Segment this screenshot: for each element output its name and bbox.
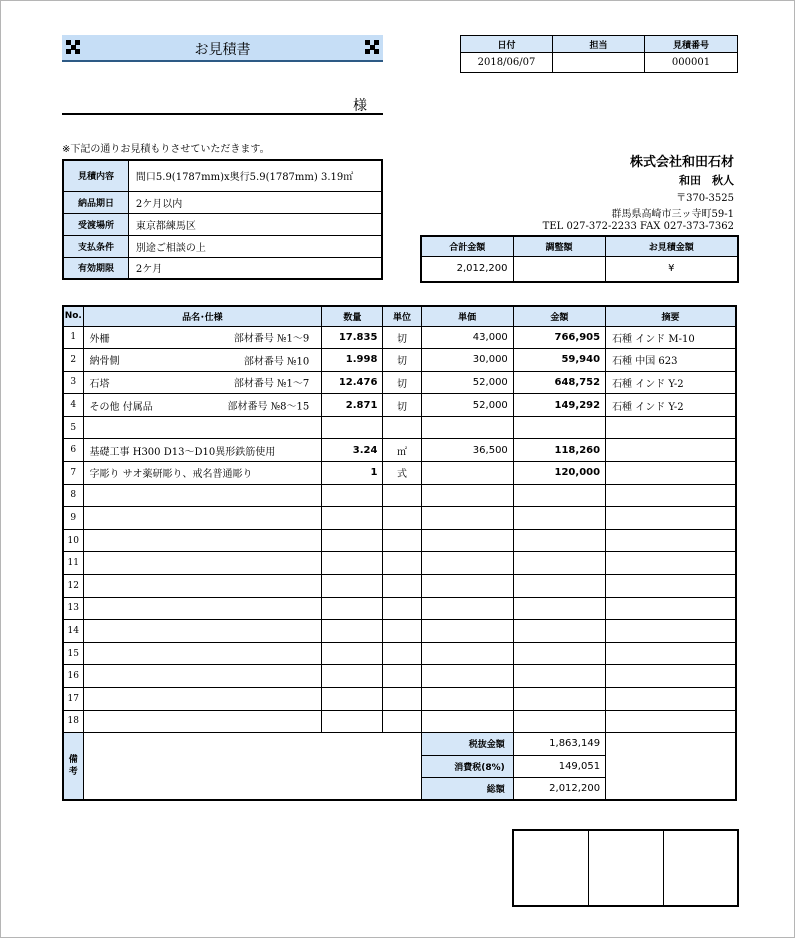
- table-row: [63, 394, 736, 417]
- item-unit-price[interactable]: 52,000: [421, 394, 513, 417]
- totals-sum[interactable]: 2,012,200: [421, 256, 513, 282]
- item-quantity[interactable]: [322, 642, 383, 665]
- condition-label: 支払条件: [63, 235, 128, 257]
- item-amount[interactable]: [513, 688, 605, 711]
- table-row: [63, 507, 736, 530]
- row-number: 3: [63, 371, 83, 394]
- item-amount[interactable]: [513, 620, 605, 643]
- item-unit-price[interactable]: [421, 620, 513, 643]
- item-amount[interactable]: [513, 665, 605, 688]
- items-table: [62, 305, 737, 801]
- table-row: [63, 710, 736, 733]
- item-description[interactable]: [83, 620, 322, 643]
- table-row: [63, 439, 736, 462]
- col-header-name: 品名･仕様: [83, 306, 322, 326]
- item-quantity[interactable]: [322, 575, 383, 598]
- row-number: 2: [63, 349, 83, 372]
- item-description[interactable]: [83, 416, 322, 439]
- item-note[interactable]: 石種 インド Y-2: [606, 371, 736, 394]
- item-note[interactable]: [606, 552, 736, 575]
- table-row: [63, 597, 736, 620]
- condition-value[interactable]: 間口5.9(1787mm)x奥行5.9(1787mm) 3.19㎡: [128, 160, 382, 191]
- item-amount[interactable]: 59,940: [513, 349, 605, 372]
- company-phone-fax: TEL 027-372-2233 FAX 027-373-7362: [542, 221, 734, 232]
- item-unit[interactable]: 式: [383, 462, 421, 485]
- item-name: 基礎工事 H300 D13～D10異形鉄筋使用: [89, 446, 276, 458]
- item-description[interactable]: [83, 507, 322, 530]
- item-unit-price[interactable]: [421, 552, 513, 575]
- item-amount[interactable]: [513, 416, 605, 439]
- item-quantity[interactable]: [322, 620, 383, 643]
- item-amount[interactable]: 118,260: [513, 439, 605, 462]
- item-note[interactable]: [606, 688, 736, 711]
- item-note[interactable]: [606, 416, 736, 439]
- item-unit-price[interactable]: [421, 462, 513, 485]
- item-unit-price[interactable]: [421, 597, 513, 620]
- item-amount[interactable]: 648,752: [513, 371, 605, 394]
- item-name: 納骨側: [89, 356, 120, 368]
- table-row: [63, 575, 736, 598]
- item-unit[interactable]: [383, 416, 421, 439]
- item-unit[interactable]: [383, 597, 421, 620]
- item-unit-price[interactable]: [421, 665, 513, 688]
- item-amount[interactable]: [513, 507, 605, 530]
- company-person: 和田 秋人: [679, 174, 734, 187]
- table-row: [63, 642, 736, 665]
- item-unit[interactable]: ㎡: [383, 439, 421, 462]
- row-number: 18: [63, 710, 83, 733]
- item-unit[interactable]: [383, 575, 421, 598]
- totals-header-estimate: お見積金額: [605, 236, 738, 256]
- company-block: [543, 151, 734, 232]
- item-quantity[interactable]: [322, 665, 383, 688]
- item-unit-price[interactable]: [421, 688, 513, 711]
- row-number: 12: [63, 575, 83, 598]
- col-header-price: 単価: [421, 306, 513, 326]
- row-number: 8: [63, 484, 83, 507]
- item-unit[interactable]: 切: [383, 394, 421, 417]
- item-note[interactable]: [606, 462, 736, 485]
- item-unit-price[interactable]: 52,000: [421, 371, 513, 394]
- item-unit-price[interactable]: [421, 710, 513, 733]
- col-header-unit: 単位: [383, 306, 421, 326]
- item-amount[interactable]: [513, 575, 605, 598]
- summary-blank: [606, 733, 736, 801]
- totals-table: [420, 235, 739, 283]
- item-note[interactable]: [606, 597, 736, 620]
- item-part-number: 部材番号 №1～7: [233, 378, 310, 390]
- table-row: [63, 349, 736, 372]
- item-unit-price[interactable]: [421, 642, 513, 665]
- row-number: 15: [63, 642, 83, 665]
- conditions-table: [62, 159, 383, 280]
- item-part-number: 部材番号 №1～9: [233, 333, 310, 345]
- intro-text: ※下記の通りお見積もりさせていただきます。: [62, 144, 270, 155]
- document-title: お見積書: [194, 42, 251, 58]
- item-unit-price[interactable]: [421, 416, 513, 439]
- item-unit[interactable]: [383, 665, 421, 688]
- item-quantity[interactable]: [322, 597, 383, 620]
- item-description[interactable]: [83, 462, 322, 485]
- row-number: 11: [63, 552, 83, 575]
- stamp-box[interactable]: [513, 830, 588, 906]
- item-note[interactable]: [606, 484, 736, 507]
- item-quantity[interactable]: 1.998: [322, 349, 383, 372]
- totals-estimate[interactable]: ¥: [605, 256, 738, 282]
- row-number: 14: [63, 620, 83, 643]
- item-unit[interactable]: [383, 620, 421, 643]
- meta-staff[interactable]: [553, 53, 645, 73]
- item-quantity[interactable]: [322, 416, 383, 439]
- item-amount[interactable]: [513, 710, 605, 733]
- row-number: 16: [63, 665, 83, 688]
- item-amount[interactable]: 766,905: [513, 326, 605, 349]
- item-unit[interactable]: [383, 484, 421, 507]
- item-note[interactable]: [606, 642, 736, 665]
- item-amount[interactable]: [513, 642, 605, 665]
- table-row: [63, 371, 736, 394]
- item-description[interactable]: [83, 326, 322, 349]
- item-quantity[interactable]: 17.835: [322, 326, 383, 349]
- table-row: [63, 529, 736, 552]
- row-number: 13: [63, 597, 83, 620]
- table-row: [63, 326, 736, 349]
- item-quantity[interactable]: [322, 507, 383, 530]
- tax-value[interactable]: 149,051: [513, 755, 605, 778]
- table-row: [63, 688, 736, 711]
- item-amount[interactable]: [513, 484, 605, 507]
- item-unit[interactable]: 切: [383, 349, 421, 372]
- item-note[interactable]: [606, 620, 736, 643]
- item-description[interactable]: [83, 597, 322, 620]
- item-unit[interactable]: [383, 642, 421, 665]
- row-number: 9: [63, 507, 83, 530]
- item-amount[interactable]: [513, 529, 605, 552]
- item-unit-price[interactable]: 30,000: [421, 349, 513, 372]
- item-unit[interactable]: 切: [383, 371, 421, 394]
- row-number: 17: [63, 688, 83, 711]
- item-unit[interactable]: [383, 710, 421, 733]
- stamp-box[interactable]: [663, 830, 738, 906]
- table-row: [63, 484, 736, 507]
- tax-label: 消費税(8%): [421, 755, 513, 778]
- totals-header-adjust: 調整額: [513, 236, 605, 256]
- item-unit[interactable]: [383, 529, 421, 552]
- meta-header-staff: 担当: [553, 36, 645, 53]
- condition-value[interactable]: 2ケ月以内: [128, 191, 382, 213]
- item-quantity[interactable]: 12.476: [322, 371, 383, 394]
- table-row: [63, 620, 736, 643]
- meta-header-number: 見積番号: [645, 36, 738, 53]
- document-title-bar: [62, 35, 383, 62]
- item-unit[interactable]: [383, 507, 421, 530]
- item-note[interactable]: 石種 インド Y-2: [606, 394, 736, 417]
- item-note[interactable]: [606, 507, 736, 530]
- item-name: その他 付属品: [89, 401, 153, 413]
- item-unit-price[interactable]: [421, 575, 513, 598]
- remarks-label: 備考: [63, 733, 83, 801]
- stamp-box[interactable]: [588, 830, 663, 906]
- totals-adjust[interactable]: [513, 256, 605, 282]
- item-unit[interactable]: [383, 552, 421, 575]
- table-row: [63, 416, 736, 439]
- company-name: 株式会社和田石材: [629, 155, 734, 170]
- item-name: 石塔: [89, 378, 110, 390]
- item-part-number: 部材番号 №8～15: [227, 401, 310, 413]
- recipient-line[interactable]: [62, 113, 383, 115]
- meta-date[interactable]: 2018/06/07: [461, 53, 553, 73]
- item-unit-price[interactable]: [421, 529, 513, 552]
- item-description[interactable]: [83, 394, 322, 417]
- item-note[interactable]: [606, 529, 736, 552]
- item-amount[interactable]: 149,292: [513, 394, 605, 417]
- remarks-field[interactable]: [83, 733, 421, 801]
- condition-value[interactable]: 東京都練馬区: [128, 213, 382, 235]
- item-description[interactable]: [83, 552, 322, 575]
- item-quantity[interactable]: 3.24: [322, 439, 383, 462]
- item-unit[interactable]: [383, 688, 421, 711]
- item-description[interactable]: [83, 688, 322, 711]
- item-unit-price[interactable]: 43,000: [421, 326, 513, 349]
- condition-label: 納品期日: [63, 191, 128, 213]
- table-row: [63, 462, 736, 485]
- item-description[interactable]: [83, 484, 322, 507]
- company-address: 群馬県高崎市三ッ寺町59-1: [611, 209, 734, 220]
- meta-header-date: 日付: [461, 36, 553, 53]
- item-unit[interactable]: 切: [383, 326, 421, 349]
- row-number: 6: [63, 439, 83, 462]
- item-quantity[interactable]: 2.871: [322, 394, 383, 417]
- approval-stamp-boxes: [512, 829, 739, 907]
- condition-value[interactable]: 別途ご相談の上: [128, 235, 382, 257]
- subtotal-label: 税抜金額: [421, 733, 513, 756]
- item-part-number: 部材番号 №10: [243, 356, 310, 368]
- totals-header-sum: 合計金額: [421, 236, 513, 256]
- item-description[interactable]: [83, 529, 322, 552]
- item-quantity[interactable]: [322, 710, 383, 733]
- row-number: 10: [63, 529, 83, 552]
- item-description[interactable]: [83, 575, 322, 598]
- recipient-suffix: 様: [353, 98, 367, 114]
- item-quantity[interactable]: 1: [322, 462, 383, 485]
- item-note[interactable]: [606, 439, 736, 462]
- col-header-note: 摘要: [606, 306, 736, 326]
- condition-label: 有効期限: [63, 257, 128, 279]
- subtotal-value[interactable]: 1,863,149: [513, 733, 605, 756]
- item-note[interactable]: [606, 575, 736, 598]
- item-note[interactable]: [606, 665, 736, 688]
- item-quantity[interactable]: [322, 484, 383, 507]
- table-row: [63, 665, 736, 688]
- item-quantity[interactable]: [322, 529, 383, 552]
- table-row: [63, 552, 736, 575]
- col-header-amount: 金額: [513, 306, 605, 326]
- item-quantity[interactable]: [322, 688, 383, 711]
- item-amount[interactable]: [513, 552, 605, 575]
- item-description[interactable]: [83, 371, 322, 394]
- items-header-row: [63, 306, 736, 326]
- item-unit-price[interactable]: [421, 507, 513, 530]
- row-number: 1: [63, 326, 83, 349]
- row-number: 4: [63, 394, 83, 417]
- item-name: 外柵: [89, 333, 110, 345]
- item-description[interactable]: [83, 665, 322, 688]
- condition-value[interactable]: 2ケ月: [128, 257, 382, 279]
- item-description[interactable]: [83, 349, 322, 372]
- item-description[interactable]: [83, 439, 322, 462]
- item-description[interactable]: [83, 642, 322, 665]
- item-amount[interactable]: 120,000: [513, 462, 605, 485]
- meta-number[interactable]: 000001: [645, 53, 738, 73]
- item-name: 字彫り サオ薬研彫り、戒名普通彫り: [89, 469, 253, 481]
- item-description[interactable]: [83, 710, 322, 733]
- item-unit-price[interactable]: [421, 484, 513, 507]
- total-label: 総額: [421, 778, 513, 801]
- meta-table: [460, 35, 738, 73]
- item-amount[interactable]: [513, 597, 605, 620]
- total-value[interactable]: 2,012,200: [513, 778, 605, 801]
- col-header-qty: 数量: [322, 306, 383, 326]
- company-postal: 〒370-3525: [676, 193, 734, 204]
- item-note[interactable]: 石種 中国 623: [606, 349, 736, 372]
- condition-label: 見積内容: [63, 160, 128, 191]
- checker-right-icon: [365, 40, 379, 54]
- item-unit-price[interactable]: 36,500: [421, 439, 513, 462]
- condition-label: 受渡場所: [63, 213, 128, 235]
- item-note[interactable]: 石種 インド M-10: [606, 326, 736, 349]
- col-header-no: No.: [63, 306, 83, 326]
- item-note[interactable]: [606, 710, 736, 733]
- row-number: 5: [63, 416, 83, 439]
- item-quantity[interactable]: [322, 552, 383, 575]
- row-number: 7: [63, 462, 83, 485]
